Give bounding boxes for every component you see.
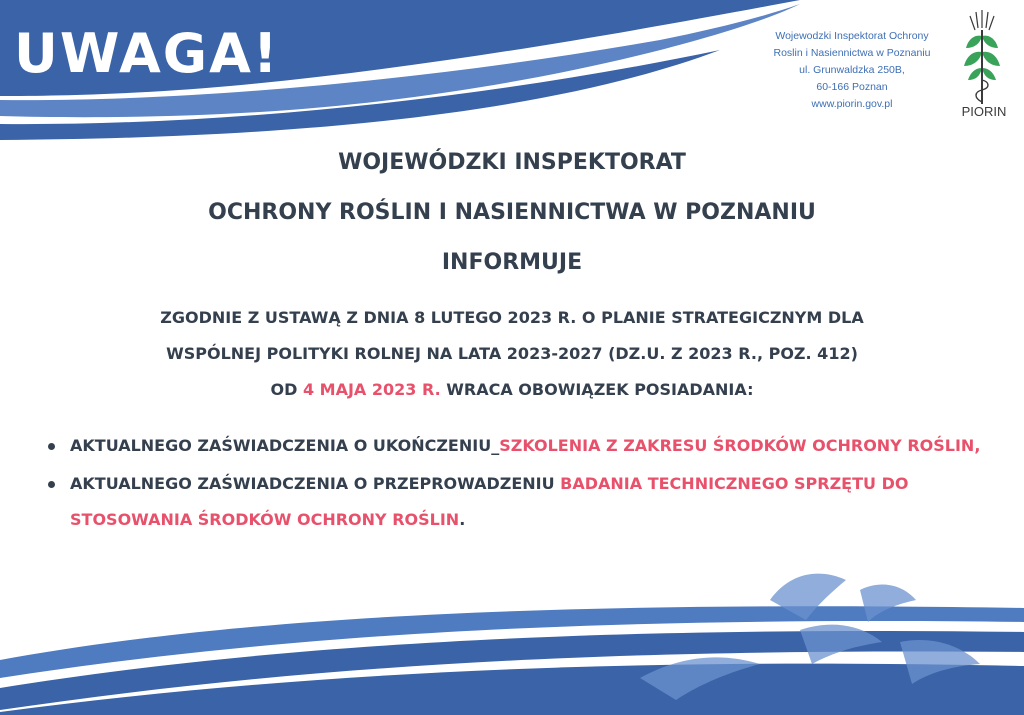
organization-address: [744, 28, 960, 113]
bullet-highlight: BADANIA TECHNICZNEGO SPRZĘTU DO STOSOWANIA ŚRODKÓW OCHRONY ROŚLIN: [70, 474, 909, 529]
org-line: Roslin i Nasiennictwa w Poznaniu: [773, 47, 931, 59]
intro-paragraph: [0, 300, 1024, 408]
requirements-list: [48, 428, 988, 540]
list-item: [48, 428, 988, 464]
heading-line: WOJEWÓDZKI INSPEKTORAT: [338, 150, 686, 175]
list-item: [48, 466, 988, 538]
org-website: www.piorin.gov.pl: [811, 98, 893, 110]
org-line: Wojewodzki Inspektorat Ochrony: [775, 30, 929, 42]
intro-suffix: WRACA OBOWIĄZEK POSIADANIA:: [440, 380, 754, 399]
main-heading: [0, 138, 1024, 288]
bullet-highlight: SZKOLENIA Z ZAKRESU ŚRODKÓW OCHRONY ROŚLIN,: [499, 436, 981, 455]
bullet-text: AKTUALNEGO ZAŚWIADCZENIA O PRZEPROWADZENIU: [70, 474, 561, 493]
logo-text: PIORIN: [961, 104, 1007, 119]
bottom-blue-band: [0, 560, 1024, 715]
banner-title: UWAGA!: [14, 22, 280, 85]
intro-line: ZGODNIE Z USTAWĄ Z DNIA 8 LUTEGO 2023 R. O PLANIE STRATEGICZNYM DLA: [160, 308, 864, 327]
intro-line: WSPÓLNEJ POLITYKI ROLNEJ NA LATA 2023-2027 (DZ.U. Z 2023 R., POZ. 412): [166, 344, 858, 363]
bullet-icon: [48, 481, 55, 488]
bullet-separator: _: [491, 436, 500, 455]
effective-date: 4 MAJA 2023 R.: [302, 380, 441, 399]
org-line: 60-166 Poznan: [816, 81, 888, 93]
org-line: ul. Grunwaldzka 250B,: [799, 64, 905, 76]
bullet-text: AKTUALNEGO ZAŚWIADCZENIA O UKOŃCZENIU: [70, 436, 492, 455]
bullet-icon: [48, 443, 55, 450]
heading-line: INFORMUJE: [441, 250, 583, 275]
intro-prefix: OD: [270, 380, 303, 399]
intro-line-date: [0, 372, 1024, 408]
bullet-tail: .: [459, 510, 466, 529]
heading-line: OCHRONY ROŚLIN I NASIENNICTWA W POZNANIU: [208, 200, 816, 225]
